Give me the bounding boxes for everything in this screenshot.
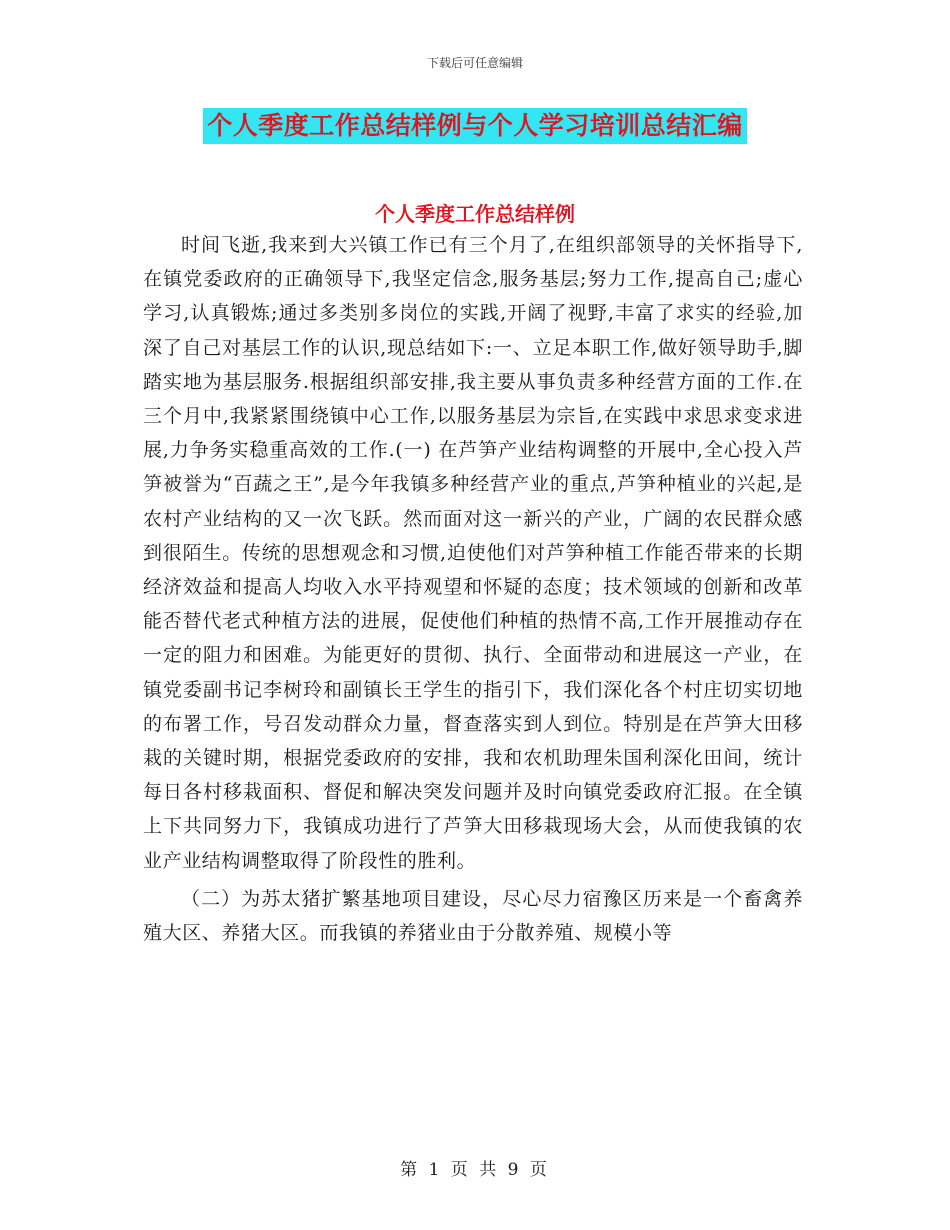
page-header-note: 下载后可任意编辑: [426, 56, 523, 70]
section-title: 个人季度工作总结样例: [375, 202, 575, 226]
page-number: 第 1 页 共 9 页: [400, 1160, 550, 1180]
document-title-container: [0, 108, 950, 144]
document-title: 个人季度工作总结样例与个人学习培训总结汇编: [203, 108, 747, 144]
body-paragraph: （二）为苏太猪扩繁基地项目建设，尽心尽力宿豫区历来是一个畜禽养殖大区、养猪大区。而我镇的养猪业由于分散养殖、规模小等: [143, 887, 803, 945]
document-body: [143, 228, 803, 950]
body-paragraph: 时间飞逝,我来到大兴镇工作已有三个月了,在组织部领导的关怀指导下,在镇党委政府的正确领导下,我坚定信念,服务基层;努力工作,提高自己;虚心学习,认真锻炼;通过多类别多岗位的实践,开阔了视野,丰富了求实的经验,加深了自己对基层工作的认识,现总结如下:一、立足本职工作,做好领导助手,脚踏实地为基层服务.根据组织部安排,我主要从事负责多种经营方面的工作.在三个月中,我紧紧围绕镇中心工作,以服务基层为宗旨,在实践中求思求变求进展,力争务实稳重高效的工作.(一) 在芦笋产业结构调整的开展中,全心投入芦笋被誉为“百蔬之王”,是今年我镇多种经营产业的重点,芦笋种植业的兴起,是农村产业结构的又一次飞跃。然而面对这一新兴的产业，广阔的农民群众感到很陌生。传统的思想观念和习惯,迫使他们对芦笋种植工作能否带来的长期经济效益和提高人均收入水平持观望和怀疑的态度；技术领域的创新和改革能否替代老式种植方法的进展，促使他们种植的热情不高,工作开展推动存在一定的阻力和困难。为能更好的贯彻、执行、全面带动和进展这一产业，在镇党委副书记李树玲和副镇长王学生的指引下，我们深化各个村庄切实切地的布署工作，号召发动群众力量，督查落实到人到位。特别是在芦笋大田移栽的关键时期，根据党委政府的安排，我和农机助理朱国利深化田间，统计每日各村移栽面积、督促和解决突发问题并及时向镇党委政府汇报。在全镇上下共同努力下，我镇成功进行了芦笋大田移栽现场大会，从而使我镇的农业产业结构调整取得了阶段性的胜利。: [143, 234, 803, 872]
